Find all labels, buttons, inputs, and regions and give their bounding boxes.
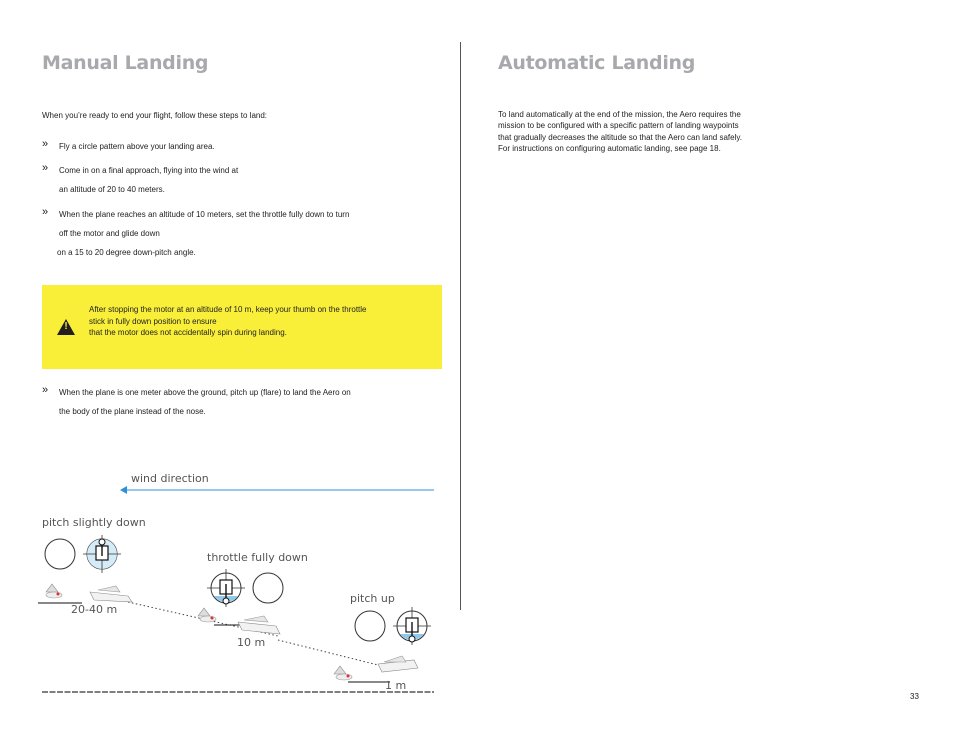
controller-pitch-down-icon: [40, 534, 124, 574]
bullet-4: »: [42, 384, 49, 396]
intro-text: When you’re ready to end your flight, follow these steps to land:: [42, 111, 268, 120]
step-3-line-3: on a 15 to 20 degree down-pitch angle.: [57, 248, 196, 257]
bullet-3: »: [42, 206, 49, 218]
bullet-2: »: [42, 162, 49, 174]
plane-3-icon: [334, 656, 418, 680]
auto-line-1: To land automatically at the end of the mission, the Aero requires the: [498, 110, 741, 119]
auto-line-4: For instructions on configuring automatic landing, see page 18.: [498, 144, 721, 153]
warning-box: [42, 285, 442, 369]
step-2-line-2: an altitude of 20 to 40 meters.: [59, 185, 165, 194]
warning-exclamation: !: [64, 321, 68, 332]
warning-line-3: that the motor does not accidentally spin during landing.: [89, 328, 287, 337]
manual-landing-title: Manual Landing: [42, 52, 209, 74]
wind-direction-label: wind direction: [131, 472, 209, 485]
automatic-landing-title: Automatic Landing: [498, 52, 696, 74]
step-3-line-1: When the plane reaches an altitude of 10 meters, set the throttle fully down to turn: [59, 210, 350, 219]
throttle-fully-down-label: throttle fully down: [207, 551, 308, 564]
plane-2-icon: [198, 608, 280, 634]
auto-line-3: that gradually decreases the altitude so that the Aero can land safely.: [498, 133, 743, 142]
step-3-line-2: off the motor and glide down: [59, 229, 160, 238]
step-1-text: Fly a circle pattern above your landing area.: [59, 142, 215, 151]
warning-line-2: stick in fully down position to ensure: [89, 317, 217, 326]
warning-line-1: After stopping the motor at an altitude of 10 m, keep your thumb on the throttle: [89, 305, 367, 314]
pitch-slightly-down-label: pitch slightly down: [42, 516, 146, 529]
altitude-1m-label: 1 m: [385, 679, 407, 692]
plane-1-icon: [46, 584, 132, 602]
page-number: 33: [910, 692, 919, 701]
column-divider: [460, 42, 461, 610]
step-4-line-1: When the plane is one meter above the ground, pitch up (flare) to land the Aero on: [59, 388, 351, 397]
pitch-up-label: pitch up: [350, 592, 395, 605]
altitude-20-40m-label: 20-40 m: [71, 603, 118, 616]
step-2-line-1: Come in on a final approach, flying into the wind at: [59, 166, 239, 175]
step-4-line-2: the body of the plane instead of the nose.: [59, 407, 206, 416]
bullet-1: »: [42, 138, 49, 150]
wind-direction-arrow: [118, 484, 438, 496]
altitude-10m-label: 10 m: [237, 636, 266, 649]
auto-line-2: mission to be configured with a specific pattern of landing waypoints: [498, 121, 739, 130]
